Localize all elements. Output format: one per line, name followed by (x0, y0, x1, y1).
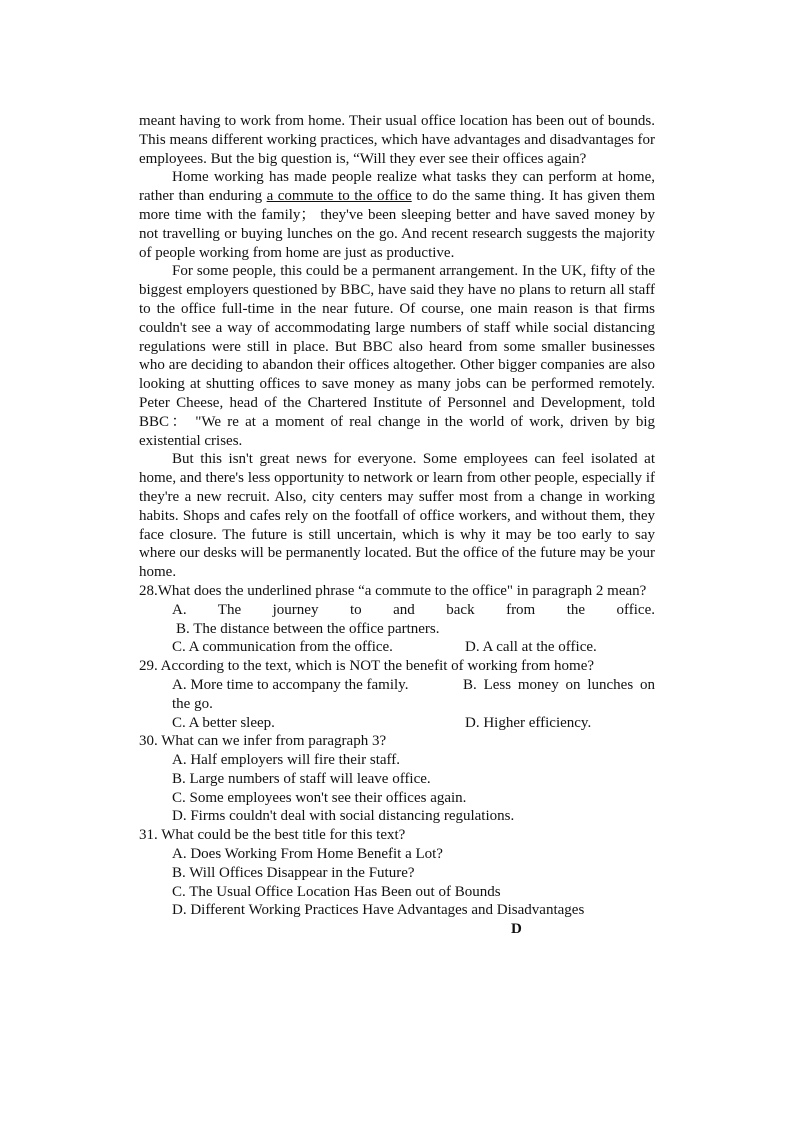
option-c: C. Some employees won't see their offices again. (172, 789, 467, 806)
section-heading-d: D (511, 921, 522, 938)
option-row (139, 638, 655, 657)
exam-page (139, 112, 655, 939)
option-a: A. The journey to and back from the office. (172, 601, 655, 618)
option-c: C. A communication from the office. (172, 639, 393, 656)
option-a: A. Does Working From Home Benefit a Lot? (172, 846, 443, 863)
option-b: B. Large numbers of staff will leave office. (172, 770, 431, 787)
option-d: D. A call at the office. (465, 639, 597, 656)
option-a: A. More time to accompany the family. (172, 676, 409, 693)
option-row (139, 601, 655, 639)
paragraph-2-text-b: to do the same thing. It has given them more time with the family； they've been sleeping better and have saved money by not travelling or buying lunches on the go. And recent research suggests the majority of people working from home are just as productive. (139, 188, 656, 261)
option-row (139, 676, 655, 714)
paragraph-2-text-a: Home working has made people realize what tasks they can perform at home, rather than enduring (139, 169, 655, 205)
question-31 (139, 826, 655, 920)
paragraph-3: For some people, this could be a permanent arrangement. In the UK, fifty of the biggest employers questioned by BBC, have said they have no plans to return all staff to the office full-time in the near future. Of course, one main reason is that firms couldn't see a way of accommodating large numbers of staff while social distancing regulations were still in place. But BBC also heard from some smaller businesses who are deciding to abandon their offices altogether. Other bigger companies are also looking at shutting offices to save money as many jobs can be performed remotely. Peter Cheese, head of the Chartered Institute of Personnel and Development, told BBC： "We re at a moment of real change in the world of work, driven by big existential crises. (139, 263, 655, 449)
option-a: A. Half employers will fire their staff. (172, 752, 400, 769)
question-30 (139, 732, 655, 826)
paragraph-2 (139, 168, 655, 262)
option-b: B. Less money on lunches on the go. (172, 676, 655, 712)
option-b: B. Will Offices Disappear in the Future? (172, 864, 415, 881)
question-stem: 30. What can we infer from paragraph 3? (139, 733, 387, 750)
option-c: C. The Usual Office Location Has Been out of Bounds (172, 883, 501, 900)
question-28 (139, 582, 655, 657)
option-b: B. The distance between the office partners. (176, 620, 440, 637)
question-stem: 31. What could be the best title for this text? (139, 827, 406, 844)
question-stem: 29. According to the text, which is NOT the benefit of working from home? (139, 658, 595, 675)
underlined-phrase: a commute to the office (266, 188, 412, 205)
question-stem: 28.What does the underlined phrase “a commute to the office" in paragraph 2 mean? (139, 582, 647, 599)
option-row (139, 714, 655, 733)
question-29 (139, 657, 655, 732)
paragraph-1: meant having to work from home. Their usual office location has been out of bounds. This means different working practices, which have advantages and disadvantages for employees. But the big question is, “Will they ever see their offices again? (139, 113, 655, 167)
option-c: C. A better sleep. (172, 714, 275, 731)
option-d: D. Firms couldn't deal with social distancing regulations. (172, 808, 515, 825)
paragraph-4: But this isn't great news for everyone. Some employees can feel isolated at home, and there's less opportunity to network or learn from other people, especially if they're a new recruit. Also, city centers may suffer most from a change in working habits. Shops and cafes rely on the footfall of office workers, and without them, they face closure. The future is still uncertain, which is why it may be too early to say where our desks will be permanently located. But the office of the future may be your home. (139, 451, 655, 581)
option-d: D. Higher efficiency. (465, 714, 592, 731)
option-d: D. Different Working Practices Have Advantages and Disadvantages (172, 902, 585, 919)
